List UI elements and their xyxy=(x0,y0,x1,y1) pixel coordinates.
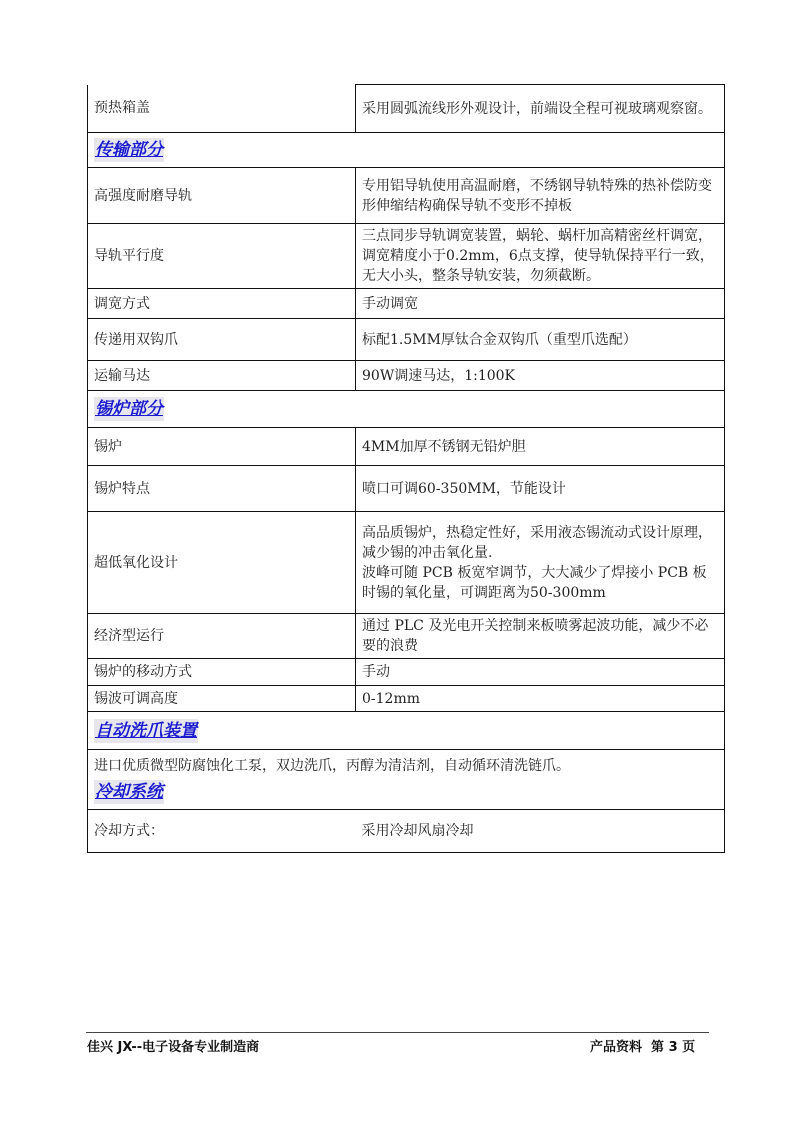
claw-cleaning-description: 进口优质微型防腐蚀化工泵，双边洗爪，丙醇为清洁剂，自动循环清洗链爪。 xyxy=(94,758,570,774)
row-value: 专用铝导轨使用高温耐磨，不绣钢导轨特殊的热补偿防变形伸缩结构确保导轨不变形不掉板 xyxy=(356,168,725,224)
row-label: 经济型运行 xyxy=(88,614,356,659)
section-title-claw-cleaning: 自动洗爪装置 xyxy=(95,720,197,741)
row-value: 4MM加厚不锈钢无铅炉胆 xyxy=(356,428,725,466)
row-value: 通过 PLC 及光电开关控制来板喷雾起波功能，减少不必要的浪费 xyxy=(356,614,725,659)
row-value: 采用冷却风扇冷却 xyxy=(356,810,725,853)
row-label: 冷却方式： xyxy=(88,810,356,853)
section-row xyxy=(88,712,725,750)
table-row xyxy=(88,810,725,853)
footer-divider xyxy=(86,1032,709,1033)
row-value: 标配1.5MM厚钛合金双钩爪（重型爪选配） xyxy=(356,319,725,361)
row-value xyxy=(356,512,725,614)
row-value: 三点同步导轨调宽装置，蜗轮、蜗杆加高精密丝杆调宽，调宽精度小于0.2mm，6点支撑，使导轨保持平行一致，无大小头，整条导轨安装，勿须截断。 xyxy=(356,224,725,289)
row-value: 手动调宽 xyxy=(356,289,725,319)
footer-page-info: 产品资料 第 3 页 xyxy=(590,1040,696,1055)
row-label: 导轨平行度 xyxy=(88,224,356,289)
table-row xyxy=(88,428,725,466)
value-line: 波峰可随 PCB 板宽窄调节，大大减少了焊接小 PCB 板时锡的氧化量，可调距离为50-300mm xyxy=(362,564,707,601)
row-value: 手动 xyxy=(356,659,725,686)
table-row xyxy=(88,659,725,686)
row-label: 高强度耐磨导轨 xyxy=(88,168,356,224)
value-line: 高品质锡炉，热稳定性好，采用液态锡流动式设计原理，减少锡的冲击氧化量. xyxy=(362,524,712,561)
row-label: 调宽方式 xyxy=(88,289,356,319)
row-value: 90W调速马达，1:100K xyxy=(356,361,725,391)
section-title-cooling: 冷却系统 xyxy=(95,782,163,802)
row-label: 传递用双钩爪 xyxy=(88,319,356,361)
row-label: 预热箱盖 xyxy=(88,85,356,133)
table-row xyxy=(88,168,725,224)
row-value: 喷口可调60-350MM，节能设计 xyxy=(356,466,725,512)
section-title-solder-pot: 锡炉部分 xyxy=(95,399,163,419)
table-row xyxy=(88,686,725,712)
table-row xyxy=(88,512,725,614)
spec-sheet xyxy=(87,84,724,853)
row-label: 运输马达 xyxy=(88,361,356,391)
table-row xyxy=(88,466,725,512)
table-row xyxy=(88,289,725,319)
spec-table xyxy=(87,84,725,853)
table-row xyxy=(88,224,725,289)
section-title-transport: 传输部分 xyxy=(95,140,163,160)
section-row xyxy=(88,391,725,428)
merged-row xyxy=(88,750,725,810)
table-row xyxy=(88,85,725,133)
table-row xyxy=(88,319,725,361)
table-row xyxy=(88,614,725,659)
row-label: 锡炉的移动方式 xyxy=(88,659,356,686)
table-row xyxy=(88,361,725,391)
row-label: 锡波可调高度 xyxy=(88,686,356,712)
footer-company: 佳兴 JX--电子设备专业制造商 xyxy=(87,1040,260,1055)
row-label: 锡炉 xyxy=(88,428,356,466)
row-value: 采用圆弧流线形外观设计，前端设全程可视玻璃观察窗。 xyxy=(356,85,725,133)
row-label: 超低氧化设计 xyxy=(88,512,356,614)
row-value: 0-12mm xyxy=(356,686,725,712)
section-row xyxy=(88,133,725,168)
row-label: 锡炉特点 xyxy=(88,466,356,512)
